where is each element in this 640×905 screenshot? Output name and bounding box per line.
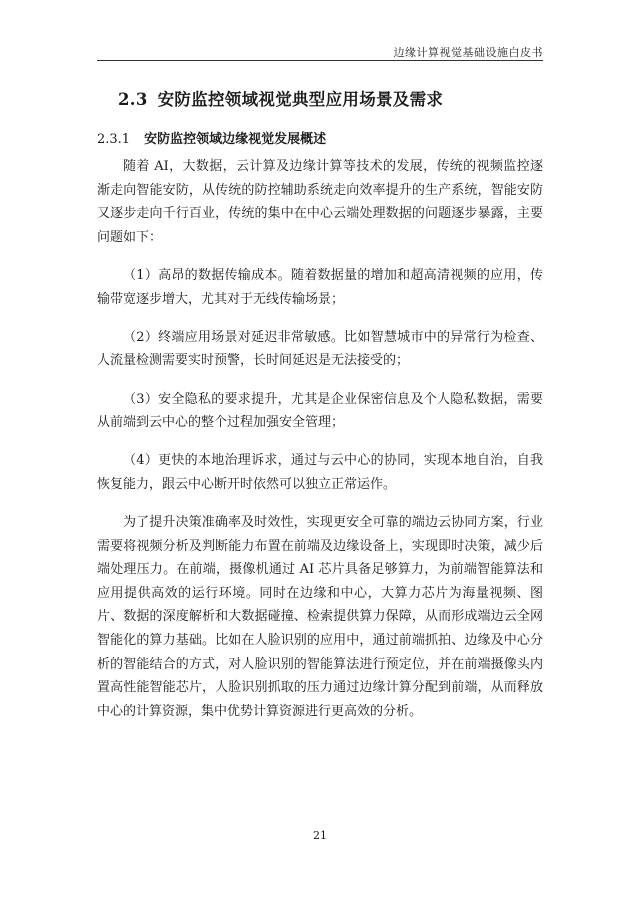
list-item: （2）终端应用场景对延迟非常敏感。比如智慧城市中的异常行为检查、人流量检测需要实时预警，长时间延迟是无法接受的； xyxy=(97,329,543,369)
list-item: （4）更快的本地治理诉求，通过与云中心的协同，实现本地自治，自我恢复能力，跟云中心断开时依然可以独立正常运作。 xyxy=(97,453,543,492)
intro-paragraph: 随着 AI，大数据，云计算及边缘计算等技术的发展，传统的视频监控逐渐走向智能安防，从传统的防控辅助系统走向效率提升的生产系统，智能安防又逐步走向千行百业，传统的集中在中心云端处理数据的问题逐步暴露，主要问题如下： xyxy=(97,159,543,245)
page-number: 21 xyxy=(313,829,327,842)
subsection-title: 安防监控领域边缘视觉发展概述 xyxy=(144,132,327,147)
subsection-number: 2.3.1 xyxy=(97,132,131,147)
section-title: 安防监控领域视觉典型应用场景及需求 xyxy=(157,90,444,109)
running-header: 边缘计算视觉基础设施白皮书 xyxy=(393,46,543,59)
list-item: （3）安全隐私的要求提升，尤其是企业保密信息及个人隐私数据，需要从前端到云中心的整个过程加强安全管理； xyxy=(97,391,543,431)
list-item: （1）高昂的数据传输成本。随着数据量的增加和超高清视频的应用，传输带宽逐步增大，尤其对于无线传输场景； xyxy=(97,267,543,307)
header-rule xyxy=(97,60,543,61)
body-text xyxy=(97,155,543,738)
section-number: 2.3 xyxy=(118,90,148,109)
subsection-heading xyxy=(97,128,537,147)
conclusion-paragraph: 为了提升决策准确率及时效性，实现更安全可靠的端边云协同方案，行业需要将视频分析及判断能力布置在前端及边缘设备上，实现即时决策，减少后端处理压力。在前端，摄像机通过 AI 芯片具备足够算力，为前端智能算法和应用提供高效的运行环境。同时在边缘和中心，大算力芯片为海量视频、图片、数据的深度解析和大数据碰撞、检索提供算力保障，从而形成端边云全网智能化的算力基础。比如在人脸识别的应用中，通过前端抓拍、边缘及中心分析的智能结合的方式，对人脸识别的智能算法进行预定位，并在前端摄像头内置高性能智能芯片，人脸识别抓取的压力通过边缘计算分配到前端，从而释放中心的计算资源，集中优势计算资源进行更高效的分析。 xyxy=(97,515,543,719)
section-heading xyxy=(118,86,558,110)
